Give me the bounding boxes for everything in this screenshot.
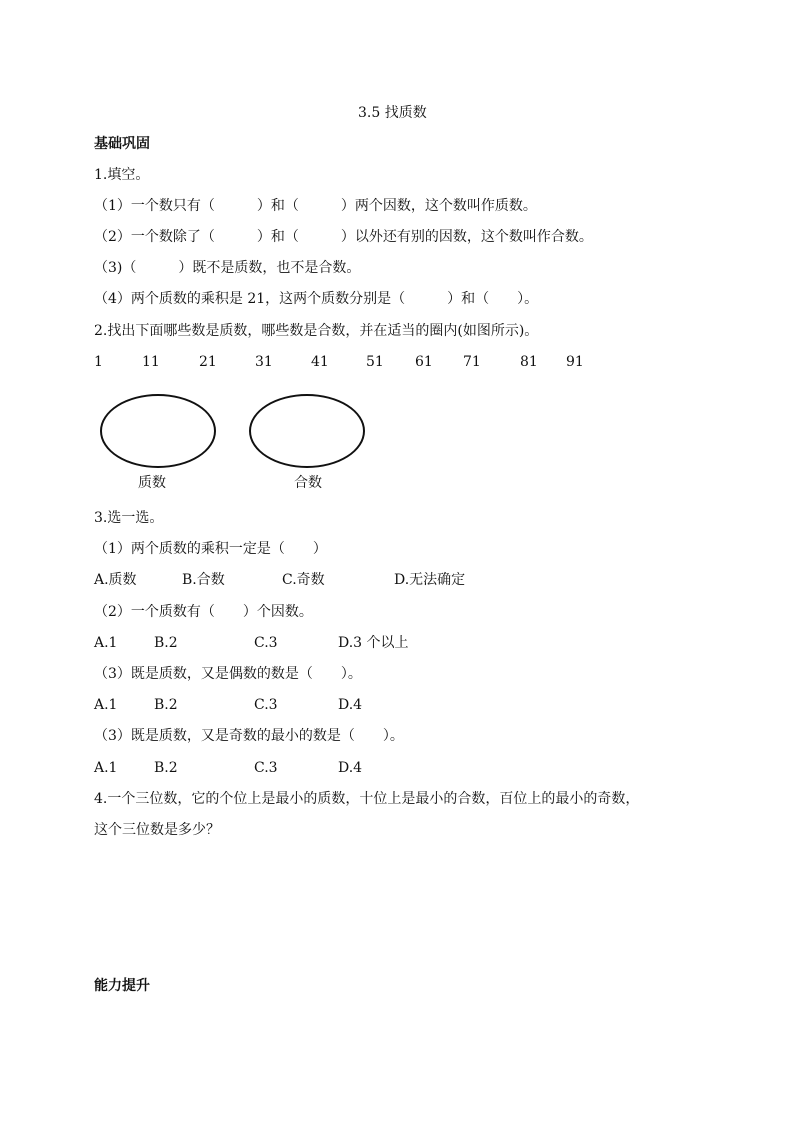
- option-b[interactable]: B.2: [154, 635, 178, 651]
- option-b[interactable]: B.2: [154, 697, 178, 713]
- section-heading-basic: 基础巩固: [94, 136, 150, 152]
- composite-circle-label: 合数: [294, 475, 322, 491]
- q2-number: 21: [199, 354, 217, 370]
- section-heading-advanced: 能力提升: [94, 978, 150, 994]
- option-b[interactable]: B.合数: [182, 572, 225, 588]
- option-d[interactable]: D.4: [338, 760, 363, 776]
- option-c[interactable]: C.3: [254, 697, 278, 713]
- option-a[interactable]: A.质数: [94, 572, 137, 588]
- q3-sub1-stem: （1）两个质数的乘积一定是（ ）: [94, 541, 327, 557]
- q2-number: 31: [255, 354, 273, 370]
- q3-sub4-stem: （3）既是质数，又是奇数的最小的数是（ ）。: [94, 728, 404, 744]
- q1-item-3: （3)（ ）既不是质数，也不是合数。: [94, 260, 361, 276]
- option-d[interactable]: D.3 个以上: [338, 635, 409, 651]
- page-title: 3.5 找质数: [358, 105, 427, 121]
- prime-circle[interactable]: [100, 394, 216, 468]
- prime-circle-label: 质数: [138, 475, 166, 491]
- q2-number: 71: [463, 354, 481, 370]
- q3-sub2-stem: （2）一个质数有（ ）个因数。: [94, 604, 313, 620]
- q1-heading: 1.填空。: [94, 167, 150, 183]
- q3-sub3-stem: （3）既是质数，又是偶数的数是（ ）。: [94, 666, 362, 682]
- q2-number: 61: [415, 354, 433, 370]
- q1-item-2: （2）一个数除了（ ）和（ ）以外还有别的因数，这个数叫作合数。: [94, 229, 593, 245]
- q1-item-4: （4）两个质数的乘积是 21，这两个质数分别是（ ）和（ ）。: [94, 291, 539, 307]
- composite-circle[interactable]: [249, 394, 365, 468]
- q2-number: 11: [142, 354, 160, 370]
- option-c[interactable]: C.奇数: [282, 572, 325, 588]
- q2-number: 41: [311, 354, 329, 370]
- option-c[interactable]: C.3: [254, 760, 278, 776]
- option-c[interactable]: C.3: [254, 635, 278, 651]
- option-d[interactable]: D.无法确定: [394, 572, 466, 588]
- q3-heading: 3.选一选。: [94, 510, 164, 526]
- q4-line-2: 这个三位数是多少？: [94, 822, 220, 838]
- q4-line-1: 4.一个三位数，它的个位上是最小的质数，十位上是最小的合数，百位上的最小的奇数，: [94, 791, 640, 807]
- q2-number: 51: [366, 354, 384, 370]
- q1-item-1: （1）一个数只有（ ）和（ ）两个因数，这个数叫作质数。: [94, 198, 537, 214]
- q2-number: 91: [566, 354, 584, 370]
- option-a[interactable]: A.1: [94, 635, 118, 651]
- q2-heading: 2.找出下面哪些数是质数，哪些数是合数，并在适当的圈内(如图所示)。: [94, 323, 539, 339]
- option-d[interactable]: D.4: [338, 697, 363, 713]
- option-a[interactable]: A.1: [94, 697, 118, 713]
- q2-number: 1: [94, 354, 103, 370]
- option-a[interactable]: A.1: [94, 760, 118, 776]
- q2-number: 81: [520, 354, 538, 370]
- option-b[interactable]: B.2: [154, 760, 178, 776]
